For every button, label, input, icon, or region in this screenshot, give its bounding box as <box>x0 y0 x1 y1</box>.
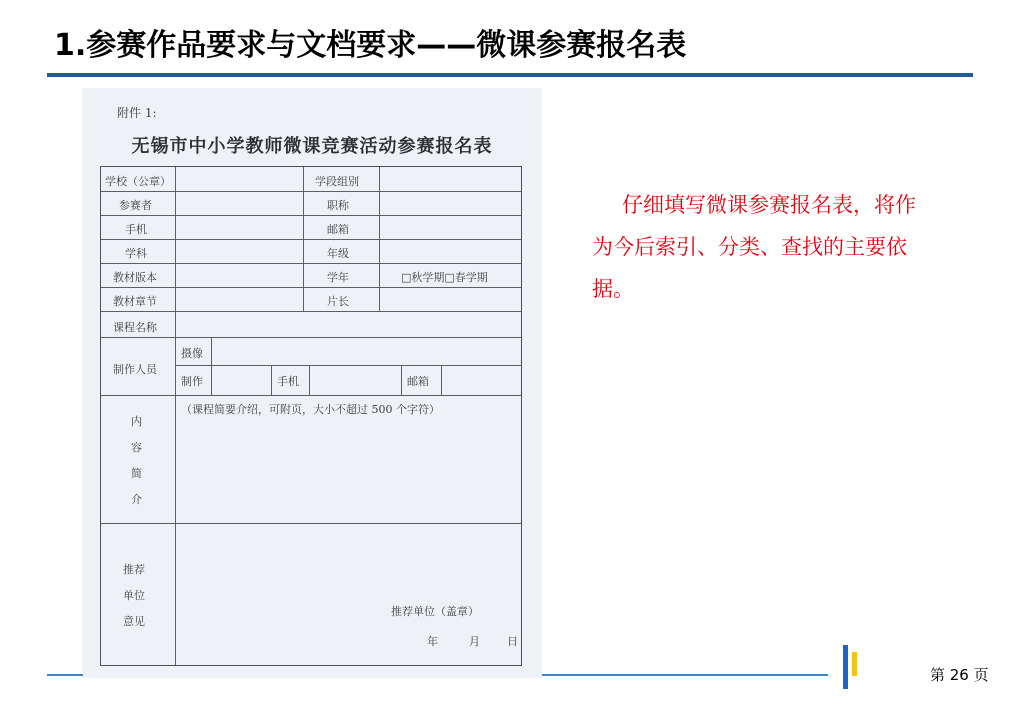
label-recommend-3: 意见 <box>123 615 145 628</box>
label-staff-phone: 手机 <box>277 375 299 388</box>
footer-accent-yellow <box>852 652 857 676</box>
label-school: 学校（公章） <box>105 175 171 188</box>
label-grade-group: 学段组别 <box>315 175 359 188</box>
label-textbook-edition: 教材版本 <box>113 271 157 284</box>
label-recommend-1: 推荐 <box>123 563 145 576</box>
label-recommend-2: 单位 <box>123 589 145 602</box>
date-year: 年 <box>427 635 438 648</box>
date-month: 月 <box>469 635 480 648</box>
attachment-label: 附件 1: <box>117 106 157 120</box>
note-text: 仔细填写微课参赛报名表，将作为今后索引、分类、查找的主要依据。 <box>592 193 916 301</box>
label-school-year: 学年 <box>327 271 349 284</box>
label-title: 职称 <box>327 199 349 212</box>
page-number: 第 26 页 <box>930 666 989 684</box>
form-title: 无锡市中小学教师微课竞赛活动参赛报名表 <box>131 136 493 157</box>
label-content-4: 介 <box>131 493 142 506</box>
label-duration: 片长 <box>327 295 349 308</box>
label-mobile: 手机 <box>125 223 147 236</box>
label-participant: 参赛者 <box>119 199 152 212</box>
semester-options: □秋学期□春学期 <box>401 271 488 284</box>
registration-form-scan <box>82 88 542 678</box>
recommend-seal: 推荐单位（盖章） <box>391 605 479 618</box>
title-rule <box>47 73 973 77</box>
label-email: 邮箱 <box>327 223 349 236</box>
label-content-3: 简 <box>131 467 142 480</box>
slide-title: 1.参赛作品要求与文档要求——微课参赛报名表 <box>54 28 687 63</box>
label-grade: 年级 <box>327 247 349 260</box>
label-content-2: 容 <box>131 441 142 454</box>
label-textbook-chapter: 教材章节 <box>113 295 157 308</box>
footer-rule-right <box>542 674 828 676</box>
label-staff-email: 邮箱 <box>407 375 429 388</box>
label-subject: 学科 <box>125 247 147 260</box>
label-production-staff: 制作人员 <box>113 363 157 376</box>
label-content-1: 内 <box>131 415 142 428</box>
form-table <box>100 166 522 666</box>
footer-accent-blue <box>843 645 848 689</box>
date-day: 日 <box>507 635 518 648</box>
footer-rule-left <box>47 674 83 676</box>
label-camera: 摄像 <box>181 347 203 360</box>
label-course-name: 课程名称 <box>113 321 157 334</box>
content-hint: （课程简要介绍，可附页，大小不超过 500 个字符） <box>181 403 440 416</box>
label-production: 制作 <box>181 375 203 388</box>
